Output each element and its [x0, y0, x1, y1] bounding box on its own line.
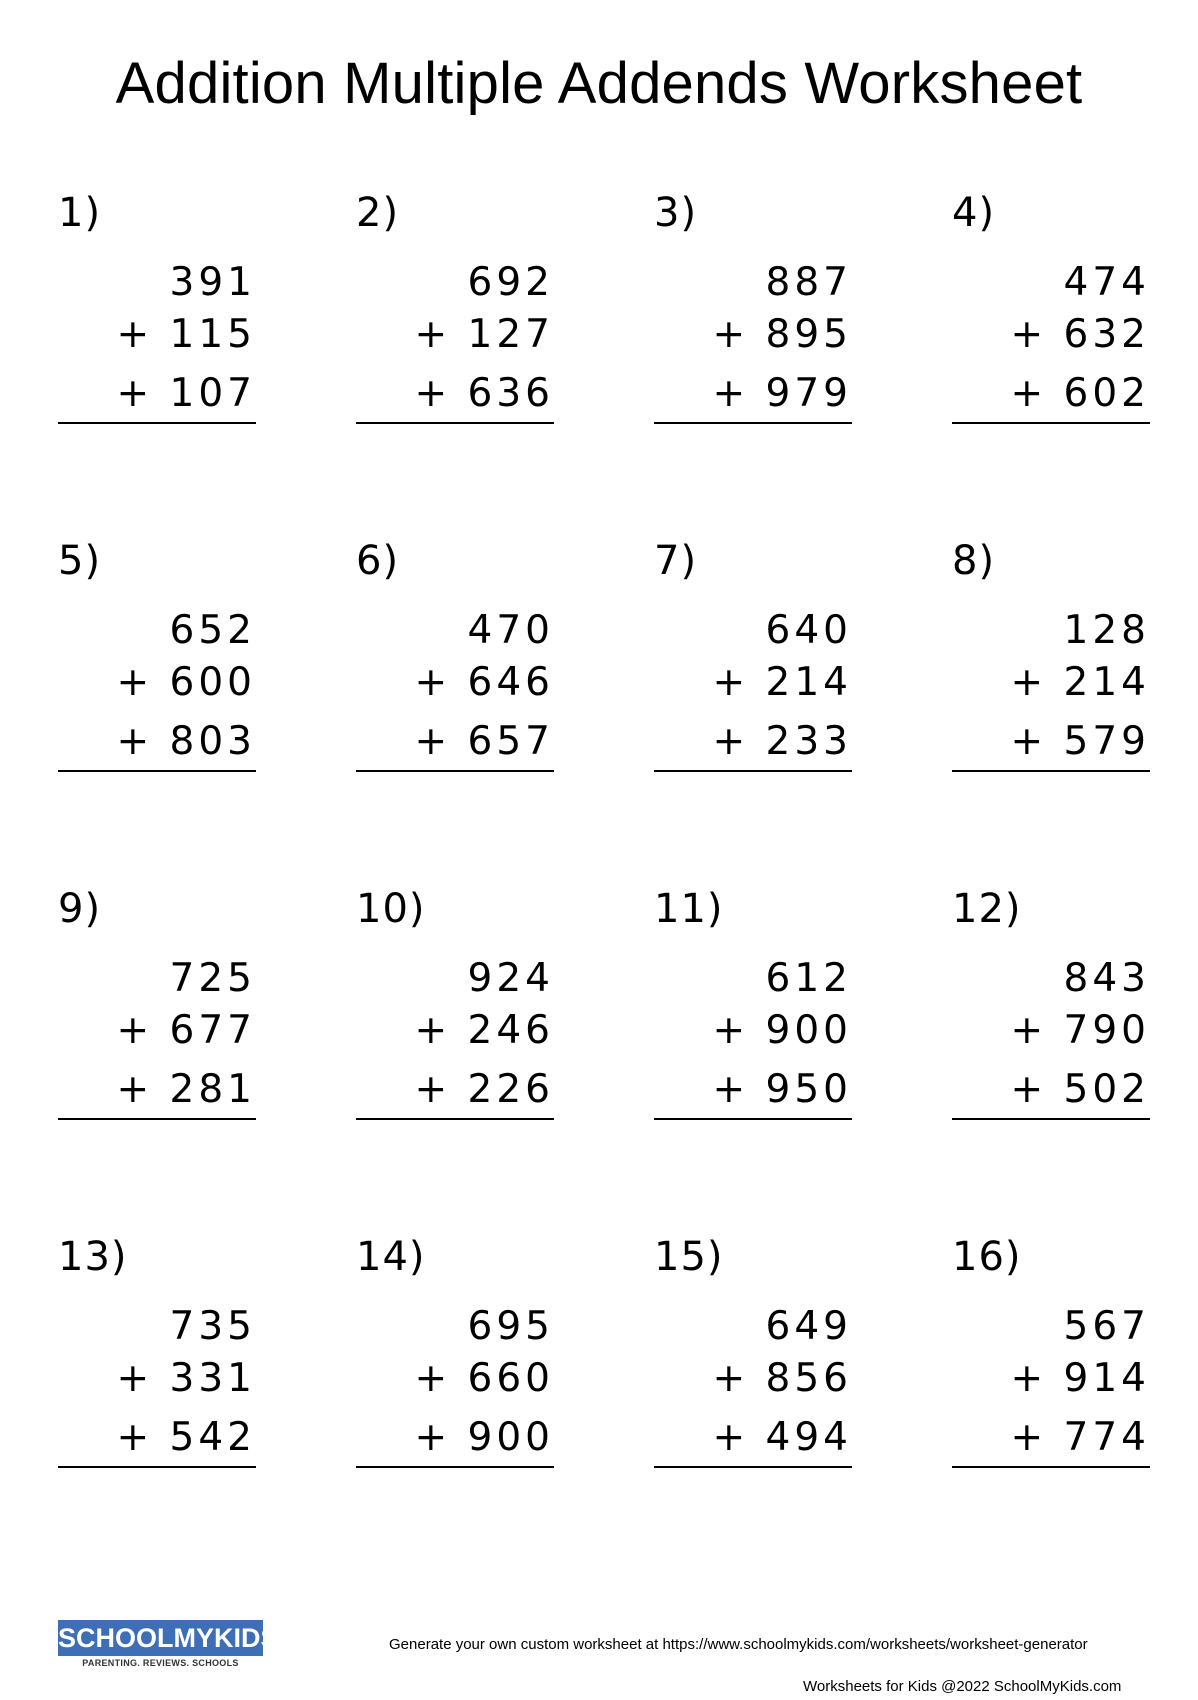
answer-line — [654, 1118, 852, 1120]
answer-line — [356, 1118, 554, 1120]
generator-link-text: Generate your own custom worksheet at https://www.schoolmykids.com/worksheets/worksheet-generator — [389, 1636, 1088, 1653]
addend-3: + 579 — [1010, 719, 1150, 764]
problem-8 — [952, 538, 1198, 886]
addend-3: + 281 — [116, 1067, 256, 1112]
addend-2: + 677 — [116, 1008, 256, 1053]
problem-grid — [58, 190, 1158, 1582]
answer-line — [654, 770, 852, 772]
problem-number: 6) — [356, 538, 400, 584]
addend-3: + 636 — [414, 371, 554, 416]
addend-3: + 107 — [116, 371, 256, 416]
addend-3: + 900 — [414, 1415, 554, 1460]
problem-number: 13) — [58, 1234, 128, 1280]
answer-line — [356, 1466, 554, 1468]
addend-1: 887 — [765, 260, 852, 305]
copyright-text: Worksheets for Kids @2022 SchoolMyKids.com — [803, 1678, 1122, 1695]
answer-line — [58, 422, 256, 424]
answer-line — [952, 422, 1150, 424]
answer-line — [58, 1466, 256, 1468]
addend-3: + 950 — [712, 1067, 852, 1112]
problem-5 — [58, 538, 356, 886]
addend-2: + 856 — [712, 1356, 852, 1401]
answer-line — [58, 770, 256, 772]
addend-1: 649 — [765, 1304, 852, 1349]
addend-1: 470 — [467, 608, 554, 653]
addend-3: + 602 — [1010, 371, 1150, 416]
addend-3: + 233 — [712, 719, 852, 764]
addend-3: + 542 — [116, 1415, 256, 1460]
problem-number: 10) — [356, 886, 426, 932]
addend-2: + 331 — [116, 1356, 256, 1401]
problem-number: 7) — [654, 538, 698, 584]
answer-line — [952, 770, 1150, 772]
addend-1: 843 — [1063, 956, 1150, 1001]
problem-9 — [58, 886, 356, 1234]
problem-1 — [58, 190, 356, 538]
addend-2: + 646 — [414, 660, 554, 705]
problem-number: 9) — [58, 886, 102, 932]
addend-2: + 214 — [712, 660, 852, 705]
addend-1: 612 — [765, 956, 852, 1001]
addend-1: 735 — [169, 1304, 256, 1349]
addend-2: + 214 — [1010, 660, 1150, 705]
problem-number: 12) — [952, 886, 1022, 932]
addend-2: + 127 — [414, 312, 554, 357]
logo-tagline: PARENTING. REVIEWS. SCHOOLS — [82, 1658, 239, 1668]
answer-line — [952, 1466, 1150, 1468]
problem-number: 11) — [654, 886, 724, 932]
schoolmykids-logo — [58, 1620, 279, 1668]
addend-3: + 774 — [1010, 1415, 1150, 1460]
problem-number: 16) — [952, 1234, 1022, 1280]
logo-wordmark: SCHOOLMYKIDS — [58, 1620, 263, 1656]
addend-1: 567 — [1063, 1304, 1150, 1349]
problem-number: 3) — [654, 190, 698, 236]
problem-number: 5) — [58, 538, 102, 584]
addend-1: 128 — [1063, 608, 1150, 653]
addend-2: + 900 — [712, 1008, 852, 1053]
addend-2: + 914 — [1010, 1356, 1150, 1401]
problem-14 — [356, 1234, 654, 1582]
problem-number: 14) — [356, 1234, 426, 1280]
addend-1: 391 — [169, 260, 256, 305]
worksheet-title: Addition Multiple Addends Worksheet — [115, 51, 1083, 116]
addend-3: + 502 — [1010, 1067, 1150, 1112]
addend-1: 695 — [467, 1304, 554, 1349]
answer-line — [58, 1118, 256, 1120]
addend-1: 640 — [765, 608, 852, 653]
problem-3 — [654, 190, 952, 538]
addend-1: 692 — [467, 260, 554, 305]
problem-13 — [58, 1234, 356, 1582]
problem-11 — [654, 886, 952, 1234]
addend-2: + 115 — [116, 312, 256, 357]
problem-2 — [356, 190, 654, 538]
addend-3: + 803 — [116, 719, 256, 764]
addend-1: 652 — [169, 608, 256, 653]
addend-1: 924 — [467, 956, 554, 1001]
problem-number: 1) — [58, 190, 102, 236]
addend-3: + 657 — [414, 719, 554, 764]
addend-2: + 895 — [712, 312, 852, 357]
problem-12 — [952, 886, 1198, 1234]
addend-1: 725 — [169, 956, 256, 1001]
addend-2: + 632 — [1010, 312, 1150, 357]
answer-line — [356, 422, 554, 424]
answer-line — [356, 770, 554, 772]
addend-1: 474 — [1063, 260, 1150, 305]
addend-2: + 790 — [1010, 1008, 1150, 1053]
addend-3: + 494 — [712, 1415, 852, 1460]
problem-number: 15) — [654, 1234, 724, 1280]
answer-line — [952, 1118, 1150, 1120]
addend-3: + 226 — [414, 1067, 554, 1112]
problem-16 — [952, 1234, 1198, 1582]
answer-line — [654, 1466, 852, 1468]
addend-2: + 660 — [414, 1356, 554, 1401]
problem-number: 4) — [952, 190, 996, 236]
problem-4 — [952, 190, 1198, 538]
problem-number: 8) — [952, 538, 996, 584]
problem-15 — [654, 1234, 952, 1582]
problem-10 — [356, 886, 654, 1234]
addend-2: + 246 — [414, 1008, 554, 1053]
addend-2: + 600 — [116, 660, 256, 705]
addend-3: + 979 — [712, 371, 852, 416]
problem-6 — [356, 538, 654, 886]
problem-number: 2) — [356, 190, 400, 236]
problem-7 — [654, 538, 952, 886]
answer-line — [654, 422, 852, 424]
